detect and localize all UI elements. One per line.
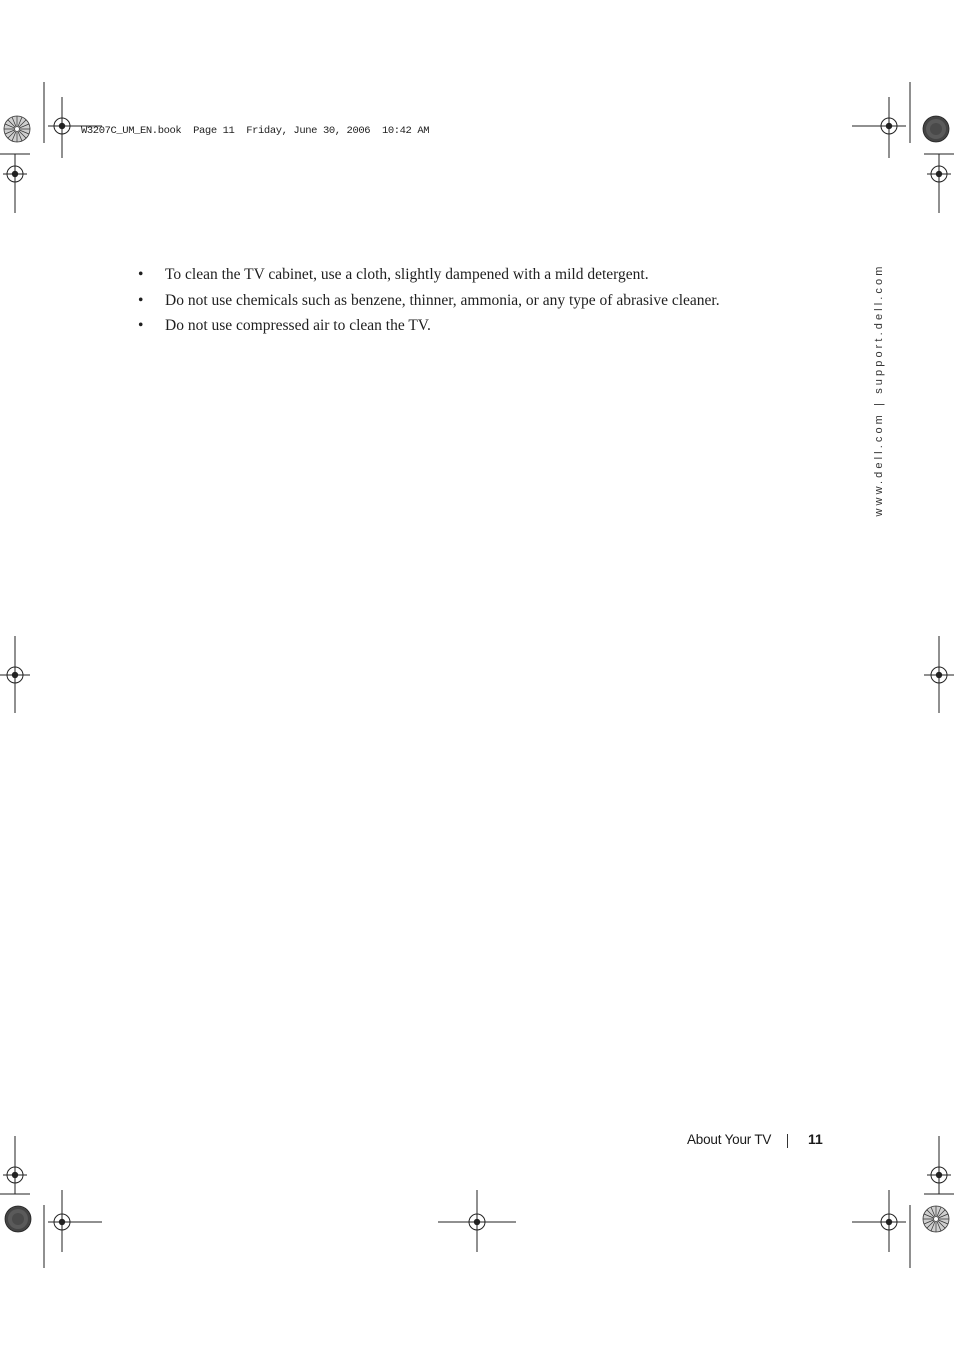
footer-section-title: About Your TV: [687, 1132, 772, 1147]
page-number: 11: [808, 1131, 823, 1147]
side-url: www.dell.com | support.dell.com: [873, 263, 885, 517]
list-item: [135, 313, 720, 339]
list-item: [135, 262, 720, 288]
print-header: W3207C_UM_EN.book Page 11 Friday, June 30, 2006 10:42 AM: [81, 125, 430, 137]
registration-star-icon: [4, 116, 30, 142]
bullet-marker: •: [138, 266, 144, 283]
list-item-text: To clean the TV cabinet, use a cloth, slightly dampened with a mild detergent.: [165, 266, 649, 283]
cleaning-tips-list: [135, 262, 720, 339]
registration-star-icon: [5, 1206, 31, 1232]
list-item: [135, 288, 720, 314]
registration-star-icon: [923, 116, 949, 142]
list-item-text: Do not use chemicals such as benzene, thinner, ammonia, or any type of abrasive cleaner.: [165, 291, 720, 309]
list-item-text: Do not use compressed air to clean the TV.: [165, 317, 431, 334]
footer-divider: [787, 1134, 788, 1148]
registration-star-icon: [923, 1206, 949, 1232]
bullet-marker: •: [138, 291, 144, 309]
bullet-marker: •: [138, 317, 144, 334]
